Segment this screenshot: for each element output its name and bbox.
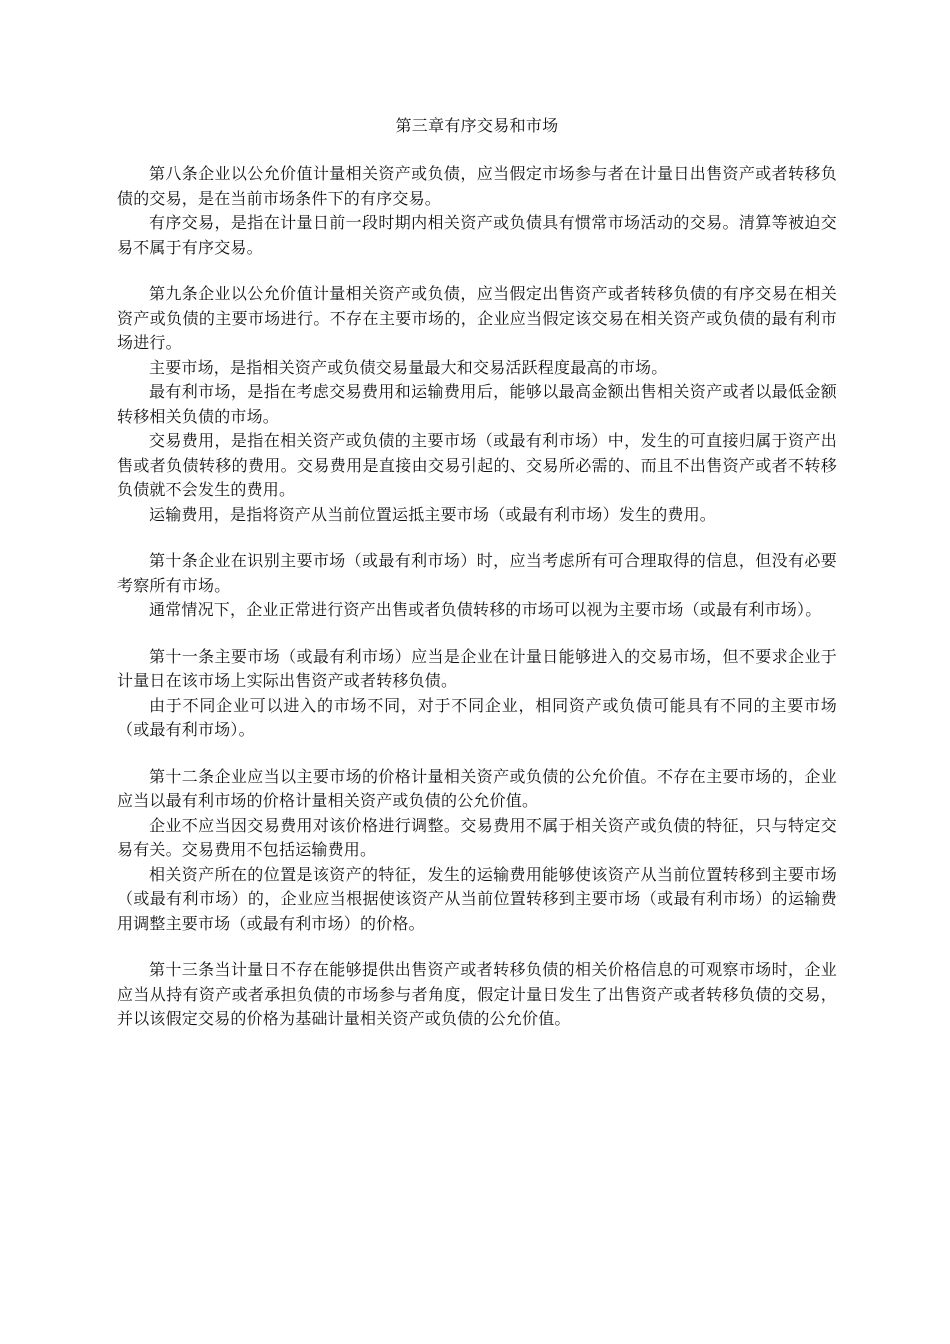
paragraph: 由于不同企业可以进入的市场不同，对于不同企业，相同资产或负债可能具有不同的主要市场（或最有利市场）。	[117, 695, 837, 739]
paragraph: 第十三条当计量日不存在能够提供出售资产或者转移负债的相关价格信息的可观察市场时，企业应当从持有资产或者承担负债的市场参与者角度，假定计量日发生了出售资产或者转移负债的交易，并以该假定交易的价格为基础计量相关资产或负债的公允价值。	[117, 960, 837, 1028]
paragraph: 相关资产所在的位置是该资产的特征，发生的运输费用能够使该资产从当前位置转移到主要市场（或最有利市场）的，企业应当根据使该资产从当前位置转移到主要市场（或最有利市场）的运输费用调整主要市场（或最有利市场）的价格。	[117, 864, 837, 933]
chapter-title: 第三章有序交易和市场	[395, 116, 559, 135]
paragraph: 第十二条企业应当以主要市场的价格计量相关资产或负债的公允价值。不存在主要市场的，企业应当以最有利市场的价格计量相关资产或负债的公允价值。	[117, 766, 837, 810]
article-11	[117, 645, 837, 743]
paragraph: 企业不应当因交易费用对该价格进行调整。交易费用不属于相关资产或负债的特征，只与特定交易有关。交易费用不包括运输费用。	[117, 815, 837, 859]
paragraph: 第十条企业在识别主要市场（或最有利市场）时，应当考虑所有可合理取得的信息，但没有必要考察所有市场。	[117, 551, 837, 595]
paragraph: 有序交易，是指在计量日前一段时期内相关资产或负债具有惯常市场活动的交易。清算等被迫交易不属于有序交易。	[117, 213, 837, 257]
paragraph: 最有利市场，是指在考虑交易费用和运输费用后，能够以最高金额出售相关资产或者以最低金额转移相关负债的市场。	[117, 382, 837, 426]
paragraph: 主要市场，是指相关资产或负债交易量最大和交易活跃程度最高的市场。	[149, 357, 668, 377]
paragraph: 运输费用，是指将资产从当前位置运抵主要市场（或最有利市场）发生的费用。	[149, 504, 717, 524]
article-10	[117, 549, 837, 623]
article-8	[117, 162, 837, 260]
article-13	[117, 958, 837, 1032]
article-9	[117, 282, 837, 527]
paragraph: 通常情况下，企业正常进行资产出售或者负债转移的市场可以视为主要市场（或最有利市场）。	[149, 600, 822, 619]
paragraph: 第八条企业以公允价值计量相关资产或负债，应当假定市场参与者在计量日出售资产或者转移负债的交易，是在当前市场条件下的有序交易。	[117, 164, 837, 208]
article-12	[117, 765, 837, 937]
paragraph: 交易费用，是指在相关资产或负债的主要市场（或最有利市场）中，发生的可直接归属于资产出售或者负债转移的费用。交易费用是直接由交易引起的、交易所必需的、而且不出售资产或者不转移负债就不会发生的费用。	[117, 431, 837, 499]
paragraph: 第十一条主要市场（或最有利市场）应当是企业在计量日能够进入的交易市场，但不要求企业于计量日在该市场上实际出售资产或者转移负债。	[117, 646, 837, 690]
document-page	[117, 116, 837, 1054]
paragraph: 第九条企业以公允价值计量相关资产或负债，应当假定出售资产或者转移负债的有序交易在相关资产或负债的主要市场进行。不存在主要市场的，企业应当假定该交易在相关资产或负债的最有利市场进行。	[117, 284, 837, 352]
